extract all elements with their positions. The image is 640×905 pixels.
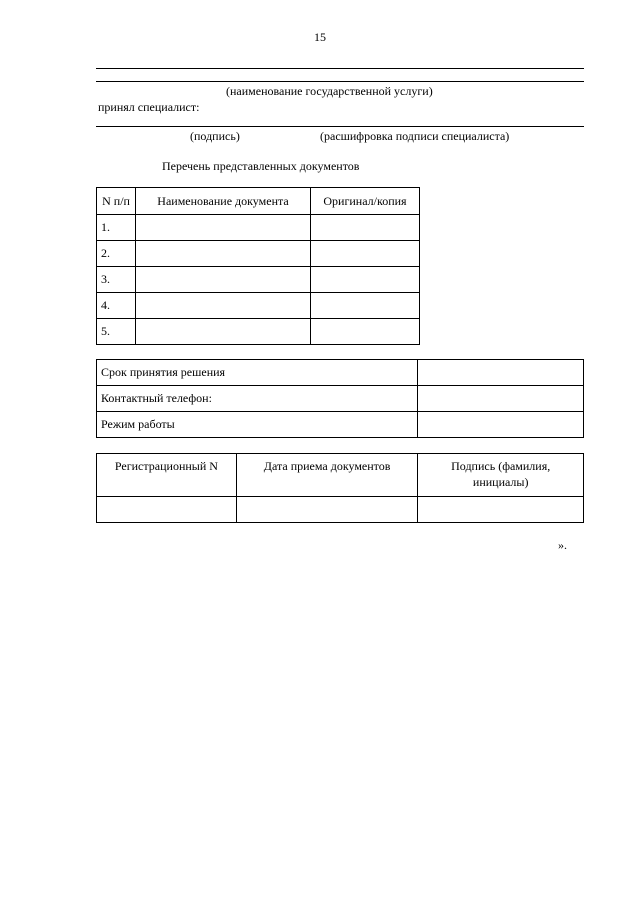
original-copy-cell	[310, 267, 419, 293]
row-number: 1.	[97, 215, 136, 241]
registration-table-header	[97, 454, 584, 497]
table-row	[97, 293, 420, 319]
row-number: 5.	[97, 319, 136, 345]
document-name-cell	[136, 319, 311, 345]
service-caption: (наименование государственной услуги)	[226, 84, 433, 98]
original-copy-cell	[310, 319, 419, 345]
decision-deadline-value	[418, 360, 584, 386]
header-number: N п/п	[97, 188, 136, 215]
documents-title: Перечень представленных документов	[162, 159, 360, 173]
header-registration-number: Регистрационный N	[97, 454, 237, 497]
table-row	[97, 241, 420, 267]
documents-table-header	[97, 188, 420, 215]
signature-cell	[418, 497, 584, 523]
service-line-bottom	[96, 81, 584, 82]
documents-table	[96, 187, 420, 345]
table-row	[97, 386, 584, 412]
signature-caption: (подпись)	[190, 129, 240, 143]
header-document-name: Наименование документа	[136, 188, 311, 215]
document-name-cell	[136, 241, 311, 267]
table-row	[97, 497, 584, 523]
working-hours-label: Режим работы	[97, 412, 418, 438]
working-hours-value	[418, 412, 584, 438]
table-row	[97, 319, 420, 345]
document-name-cell	[136, 267, 311, 293]
header-signature: Подпись (фамилия, инициалы)	[418, 454, 584, 497]
contact-phone-label: Контактный телефон:	[97, 386, 418, 412]
contact-phone-value	[418, 386, 584, 412]
original-copy-cell	[310, 215, 419, 241]
table-row	[97, 267, 420, 293]
signature-decode-caption: (расшифровка подписи специалиста)	[320, 129, 510, 143]
accepted-label: принял специалист:	[98, 100, 200, 114]
table-row	[97, 215, 420, 241]
registration-table	[96, 453, 584, 523]
header-original-copy: Оригинал/копия	[310, 188, 419, 215]
original-copy-cell	[310, 293, 419, 319]
header-acceptance-date: Дата приема документов	[236, 454, 418, 497]
registration-number-cell	[97, 497, 237, 523]
document-name-cell	[136, 215, 311, 241]
row-number: 4.	[97, 293, 136, 319]
page-number: 15	[314, 30, 326, 44]
acceptance-date-cell	[236, 497, 418, 523]
signature-line	[96, 126, 584, 127]
service-line-top	[96, 68, 584, 69]
table-row	[97, 360, 584, 386]
row-number: 2.	[97, 241, 136, 267]
document-name-cell	[136, 293, 311, 319]
original-copy-cell	[310, 241, 419, 267]
table-row	[97, 412, 584, 438]
decision-deadline-label: Срок принятия решения	[97, 360, 418, 386]
closing-quote: ».	[558, 538, 567, 552]
info-table	[96, 359, 584, 438]
row-number: 3.	[97, 267, 136, 293]
